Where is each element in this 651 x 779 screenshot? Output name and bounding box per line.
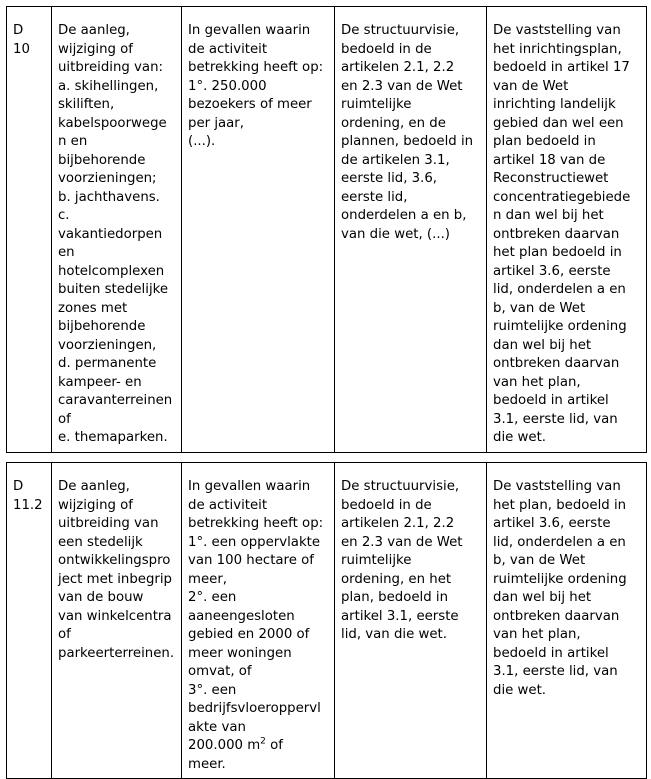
activity-description: De aanleg, wijziging of uitbreiding van: a. skihellingen, skiliften, kabelspoorwege n en bijbehorende voorzieningen; b. jachthavens. c. vakantiedorpen en hotelcomplexen buiten stedelijke zones met bijbehorende voorzieningen, d. permanente kampeer- en caravanterreinen of e. themaparken. xyxy=(52,7,182,453)
activity-code: D 10 xyxy=(7,7,52,453)
plans: De structuurvisie, bedoeld in de artikelen 2.1, 2.2 en 2.3 van de Wet ruimtelijke ordening, en de plannen, bedoeld in de artikelen 3.1, eerste lid, 3.6, eerste lid, onderdelen a en b, van die wet, (...) xyxy=(335,7,487,453)
plans: De structuurvisie, bedoeld in de artikelen 2.1, 2.2 en 2.3 van de Wet ruimtelijke ordening, en het plan, bedoeld in artikel 3.1, eerste lid, van die wet. xyxy=(335,463,487,779)
applicable-cases: In gevallen waarin de activiteit betrekking heeft op: 1°. 250.000 bezoekers of meer per jaar, (...). xyxy=(182,7,335,453)
decisions: De vaststelling van het plan, bedoeld in artikel 3.6, eerste lid, onderdelen a en b, van de Wet ruimtelijke ordening dan wel bij het ontbreken daarvan van het plan, bedoeld in artikel 3.1, eerste lid, van die wet. xyxy=(487,463,647,779)
activity-description: De aanleg, wijziging of uitbreiding van een stedelijk ontwikkelingspro ject met inbegrip van de bouw van winkelcentra of parkeerterreinen. xyxy=(52,463,182,779)
activity-table-d11-2 xyxy=(6,462,647,779)
activity-table-d10 xyxy=(6,6,647,453)
table-row xyxy=(7,463,647,779)
cases-text-end: of meer. xyxy=(188,738,283,772)
table-row xyxy=(7,7,647,453)
superscript-exponent: 2 xyxy=(260,736,266,747)
activity-code: D 11.2 xyxy=(7,463,52,779)
cases-text: In gevallen waarin de activiteit betrekking heeft op: 1°. een oppervlakte van 100 hectare of meer, 2°. een aaneengesloten gebied en 2000 of meer woningen omvat, of 3°. een bedrijfsvloeroppervl akte van 200.000 m xyxy=(188,479,324,753)
decisions: De vaststelling van het inrichtingsplan, bedoeld in artikel 17 van de Wet inrichting landelijk gebied dan wel een plan bedoeld in artikel 18 van de Reconstructiewet concentratiegebiede n dan wel bij het ontbreken daarvan het plan bedoeld in artikel 3.6, eerste lid, onderdelen a en b, van de Wet ruimtelijke ordening dan wel bij het ontbreken daarvan van het plan, bedoeld in artikel 3.1, eerste lid, van die wet. xyxy=(487,7,647,453)
applicable-cases xyxy=(182,463,335,779)
